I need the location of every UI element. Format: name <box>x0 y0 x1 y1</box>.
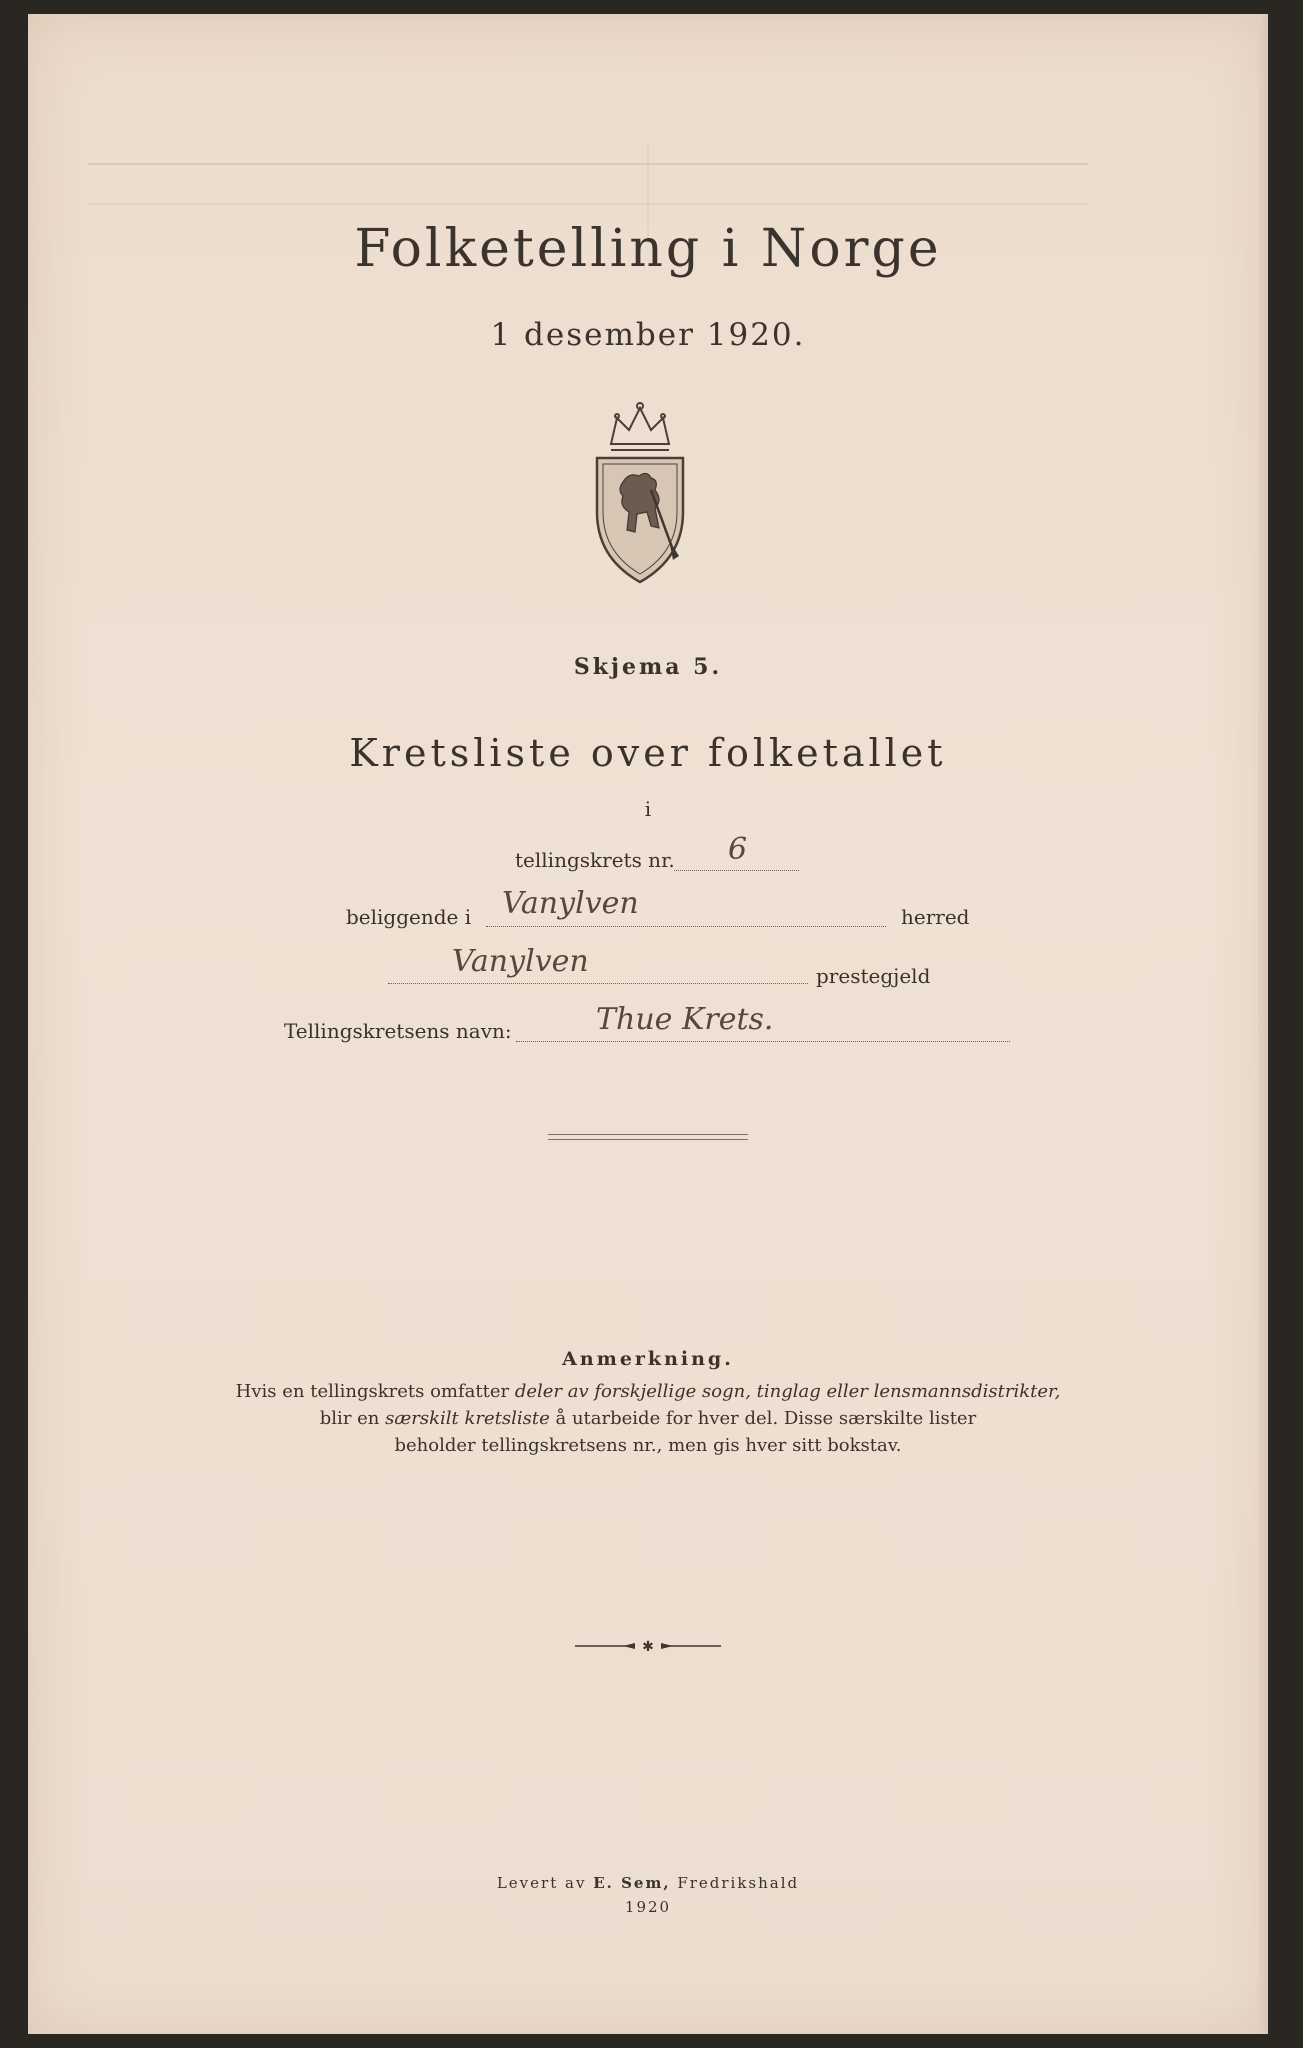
printer-prefix: Levert av <box>496 1874 594 1892</box>
page-title: Folketelling i Norge <box>354 219 942 279</box>
svg-text:✱: ✱ <box>642 1639 654 1653</box>
krets-label: tellingskrets nr. <box>515 848 675 872</box>
kretsnavn-value: Thue Krets. <box>596 1002 774 1037</box>
divider-line-bottom <box>548 1139 748 1140</box>
note-line-3: beholder tellingskretsens nr., men gis hver sitt bokstav. <box>394 1435 902 1456</box>
herred-value: Vanylven <box>502 886 639 921</box>
kretsnavn-label: Tellingskretsens navn: <box>284 1019 512 1043</box>
printer-city: Fredrikshald <box>670 1874 800 1892</box>
census-date: 1 desember 1920. <box>490 317 806 353</box>
krets-number-value: 6 <box>728 832 748 867</box>
note-line-2 <box>28 1405 1268 1432</box>
ornament-icon <box>573 1639 723 1653</box>
printer-year: 1920 <box>624 1898 672 1916</box>
note-title: Anmerkning. <box>562 1348 734 1370</box>
beliggende-label: beliggende i <box>346 905 472 929</box>
printer-imprint <box>28 1874 1268 1892</box>
coat-of-arms-icon <box>589 400 691 586</box>
census-form-page <box>28 14 1268 2034</box>
preposition: i <box>644 797 652 821</box>
note-line-2-italic: særskilt kretsliste <box>385 1408 550 1429</box>
printer-name: E. Sem, <box>593 1874 671 1892</box>
form-heading: Kretsliste over folketallet <box>349 731 947 775</box>
herred-label: herred <box>901 905 970 929</box>
note-line-2-rest: å utarbeide for hver del. Disse særskilte lister <box>549 1408 977 1429</box>
divider-line-top <box>548 1134 748 1135</box>
schema-number: Skjema 5. <box>573 654 723 680</box>
note-line-1-italic: deler av forskjellige sogn, tinglag eller lensmannsdistrikter, <box>514 1381 1061 1402</box>
note-text <box>28 1378 1268 1459</box>
note-line-1 <box>28 1378 1268 1405</box>
prestegjeld-value: Vanylven <box>452 944 589 979</box>
prestegjeld-label: prestegjeld <box>816 964 931 988</box>
note-line-1-plain: Hvis en tellingskrets omfatter <box>235 1381 515 1402</box>
note-line-2-plain: blir en <box>319 1408 386 1429</box>
prestegjeld-field-line <box>388 969 808 984</box>
